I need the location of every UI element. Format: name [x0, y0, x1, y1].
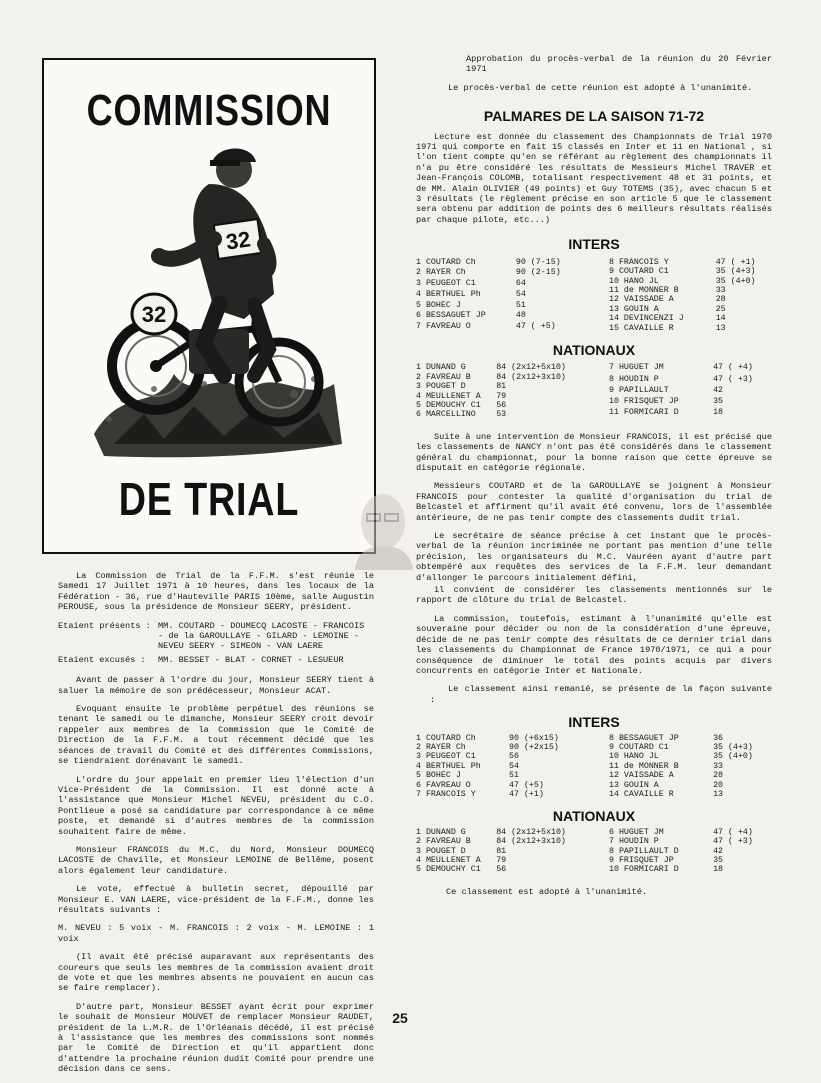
ranking-row	[609, 837, 772, 846]
ranking-row	[609, 267, 772, 276]
ranking-row	[609, 314, 772, 323]
poster-frame	[42, 58, 376, 554]
rider-name: 8 FRANCOIS Y	[609, 257, 669, 267]
ranking-row	[416, 279, 579, 290]
ranking-row	[609, 397, 772, 408]
rider-name: 1 DUNAND G	[416, 827, 466, 837]
trial-rider-illustration	[84, 144, 346, 462]
rider-points: 47 (+5)	[509, 780, 544, 790]
paragraph-vote-note: (Il avait été précisé auparavant aux représentants des coureurs que seuls les membres de la commission avaient droit de vote et que les membres absents ne pouvaient en aucun cas se faire remplacer).	[58, 952, 374, 994]
rider-name: 5 DEMOUCHY C1	[416, 865, 481, 875]
rider-name: 9 FRISQUET JP	[609, 856, 674, 865]
rider-points: 56	[496, 400, 507, 410]
rider-name: 8 BESSAGUET JP	[609, 733, 679, 743]
rider-name: 3 POUGET D	[416, 382, 466, 392]
rider-name: 4 BERTHUEL Ph	[416, 761, 481, 771]
rider-name: 1 DUNAND G	[416, 363, 466, 373]
rider-name: 7 HOUDIN P	[609, 837, 659, 847]
paragraph-remanie: Le classement ainsi remanié, se présente de la façon suivante :	[430, 684, 772, 705]
rider-points: 47 ( +3)	[713, 837, 753, 847]
rider-name: 11 de MONNER B	[609, 761, 679, 771]
rider-points: 18	[713, 865, 724, 875]
ranking-row	[416, 743, 579, 752]
rider-name: 7 HUGUET JM	[609, 363, 664, 373]
rider-name: 9 PAPILLAULT	[609, 385, 669, 395]
rider-name: 10 FRISQUET JP	[609, 397, 679, 407]
rider-points: 42	[713, 846, 724, 856]
vote-results: M. NEVEU : 5 voix - M. FRANCOIS : 2 voix - M. LEMOINE : 1 voix	[58, 923, 374, 944]
ranking-row	[609, 771, 772, 780]
ranking-row	[416, 856, 579, 865]
poster-number-plate: 32	[141, 302, 167, 327]
ranking-row	[416, 865, 579, 874]
ranking-row	[416, 301, 579, 312]
rider-points: 84 (2x12+3x10)	[496, 372, 566, 382]
paragraph-vote: Le vote, effectué à bulletin secret, dépouillé par Monsieur E. VAN LAERE, vice-président de la F.F.M., donne les résultats suivants :	[58, 884, 374, 915]
rider-name: 1 COUTARD Ch	[416, 733, 476, 743]
rider-name: 10 FORMICARI D	[609, 865, 679, 875]
rider-name: 9 COUTARD C1	[609, 742, 669, 752]
rider-name: 7 FAVREAU O	[416, 322, 471, 332]
left-column	[58, 571, 374, 1083]
rider-name: 12 VAISSADE A	[609, 295, 674, 305]
paragraph-replacement: D'autre part, Monsieur BESSET ayant écrit pour exprimer le souhait de Monsieur MOUVET de remplacer Monsieur RAUDET, président de la L.M.R. de l'Orléanais décédé, il est précisé à l'assistance que les membres des commissions sont nommés par le Comité de Direction et qu'il appartient donc d'attendre la prochaine réunion dudit Comité pour prendre une décision dans ce sens.	[58, 1001, 374, 1075]
rider-name: 8 PAPILLAULT D	[609, 846, 679, 856]
nationaux-heading-1: NATIONAUX	[552, 341, 636, 358]
nat-2-right-table	[609, 828, 772, 875]
ranking-row	[609, 856, 772, 865]
ranking-row	[416, 363, 579, 372]
rider-name: 4 MEULLENET A	[416, 391, 481, 401]
ranking-row	[609, 781, 772, 790]
rider-points: 25	[715, 304, 726, 314]
rider-points: 20	[713, 780, 724, 790]
rider-points: 33	[715, 285, 726, 295]
rider-points: 33	[713, 761, 724, 771]
ranking-row	[609, 375, 772, 386]
attendees-excused	[58, 655, 374, 665]
rider-name: 1 COUTARD Ch	[416, 257, 476, 267]
rider-name: 14 CAVAILLE R	[609, 789, 674, 799]
ranking-row	[416, 322, 579, 333]
rider-points: 35 (4+3)	[715, 267, 756, 277]
right-column	[416, 54, 772, 905]
rider-points: 47 ( +5)	[515, 322, 556, 332]
poster-title-top: COMMISSION	[86, 86, 332, 135]
ranking-row	[416, 290, 579, 301]
inters-heading-1: INTERS	[568, 236, 620, 253]
rider-points: 48	[515, 311, 526, 321]
ranking-row	[609, 295, 772, 304]
rider-name: 10 HANO JL	[609, 276, 659, 286]
ranking-row	[416, 771, 579, 780]
rider-points: 13	[713, 789, 724, 799]
rider-points: 13	[715, 323, 726, 333]
rider-name: 6 MARCELLINO	[416, 410, 476, 420]
rider-points: 81	[496, 846, 507, 856]
rider-points: 90 (7-15)	[515, 257, 561, 267]
rider-name: 15 CAVAILLE R	[609, 323, 674, 333]
present-value: MM. COUTARD - DOUMECQ LACOSTE - FRANCOIS - de la GAROULLAYE - GILARD - LEMOINE - NEVEU SEERY - SIMEON - VAN LAERE	[158, 620, 365, 652]
paragraph-tribute: Avant de passer à l'ordre du jour, Monsieur SEERY tient à saluer la mémoire de son prédécesseur, Monsieur ACAT.	[58, 675, 374, 696]
rider-points: 35	[713, 856, 724, 865]
nat-1-left-table	[416, 363, 579, 419]
rider-name: 3 PEUGEOT C1	[416, 279, 476, 289]
paragraph-commission: La commission, toutefois, estimant à l'unanimité qu'elle est souveraine pour décider ou non de la considération d'une épreuve, décide de ne pas tenir compte des résultats de ce dernier trial dans les classements du Championnat de France 1970/1971, ce qui a pour conséquence de diminuer le total des points acquis par divers concurrents en catégorie Inter et Nationale.	[416, 613, 772, 676]
rider-name: 11 de MONNER B	[609, 285, 679, 295]
final-approval: Ce classement est adopté à l'unanimité.	[446, 886, 648, 897]
attendees-present	[58, 621, 374, 652]
paragraph-convient: il convient de considérer les classements mentionnés sur le rapport de clôture du trial de Belcastel.	[416, 585, 772, 606]
ranking-row	[609, 277, 772, 286]
rider-name: 8 HOUDIN P	[609, 374, 659, 384]
excused-label: Etaient excusés :	[58, 654, 146, 665]
portrait-photo-watermark	[347, 484, 417, 570]
rider-points: 47 ( +4)	[713, 363, 753, 373]
rider-points: 79	[496, 391, 507, 401]
rider-name: 5 DEMOUCHY C1	[416, 400, 481, 410]
present-label: Etaient présents :	[58, 620, 151, 631]
rider-points: 18	[713, 408, 724, 418]
poster-bib-number: 32	[224, 226, 253, 255]
rider-name: 4 BERTHUEL Ph	[416, 289, 481, 299]
rider-name: 3 PEUGEOT C1	[416, 752, 476, 762]
rider-points: 35 (4+0)	[713, 752, 753, 762]
paragraph-candidates: Monsieur FRANCOIS du M.C. du Nord, Monsieur DOUMECQ LACOSTE de Chaville, et Monsieur LEMOINE de Bellême, posent alors également leur candidature.	[58, 844, 374, 876]
nat-1-right-table	[609, 363, 772, 419]
rider-points: 54	[509, 761, 519, 771]
rider-points: 84 (2x12+5x10)	[496, 827, 566, 837]
page-number: 25	[392, 1010, 408, 1026]
rider-name: 14 DEVINCENZI J	[609, 314, 684, 324]
ranking-row	[416, 382, 579, 391]
ranking-row	[609, 752, 772, 761]
ranking-row	[609, 828, 772, 837]
inters-2-right-table	[609, 734, 772, 800]
ranking-row	[416, 828, 579, 837]
rider-name: 13 GOUIN A	[609, 780, 659, 790]
palmares-text: Lecture est donnée du classement des Championnats de Trial 1970 1971 qui comporte en fait 15 classés en Inter et 11 en National , si l'on tient compte qu'en se référant au règlement des championnats il n'a pu être considéré les résultats de Messieurs Michel TRAVER et Jean-François COLOMB, totalisant respectivement 48 et 31 points, et de MM. Alain OLIVIER (49 points) et Guy TOTEMS (35), avec chacun 5 et 3 résultats (le règlement précise en son article 5 que le classement sera obtenu par addition de points des 6 meilleurs résultats réalisés par chaque pilote, etc...)	[416, 131, 772, 225]
rider-points: 51	[515, 300, 526, 310]
rider-name: 10 HANO JL	[609, 752, 659, 762]
rider-name: 7 FRANCOIS Y	[416, 789, 476, 799]
paragraph-nancy: Suite à une intervention de Monsieur FRANCOIS, il est précisé que les classements de NANCY n'ont pas été considérés dans le classement général du championnat, pour la bonne raison que cette épreuve se disputait en catégorie régionale.	[416, 431, 772, 473]
rider-points: 64	[515, 279, 526, 289]
rider-name: 2 RAYER Ch	[416, 268, 466, 278]
ranking-row	[416, 268, 579, 279]
ranking-row	[416, 401, 579, 410]
ranking-row	[609, 324, 772, 333]
rider-name: 9 COUTARD C1	[609, 267, 669, 277]
intro-paragraph: La Commission de Trial de la F.F.M. s'est réunie le Samedi 17 Juillet 1971 à 10 heures, dans les locaux de la Fédération - 36, rue d'Hauteville PARIS 10ème, salle Augustin PEROUSE, sous la présidence de Monsieur SEERY, président.	[58, 571, 374, 613]
ranking-row	[609, 790, 772, 799]
paragraph-belcastel: Messieurs COUTARD et de la GAROULLAYE se joignent à Monsieur FRANCOIS pour contester la qualité d'organisation du trial de Belcastel et affirment qu'il avait été convenu, lors de l'assemblée antérieure, de ne pas tenir compte des classements dudit trial.	[416, 481, 772, 523]
ranking-row	[609, 743, 772, 752]
rider-points: 35	[713, 397, 724, 407]
rider-points: 35 (4+3)	[713, 742, 753, 752]
rider-points: 14	[715, 314, 726, 324]
rider-points: 28	[713, 771, 724, 781]
ranking-row	[609, 363, 772, 374]
paragraph-meetings: Evoquant ensuite le problème perpétuel des réunions se tenant le samedi ou le dimanche, Monsieur SEERY croit devoir rappeler aux membres de la Commission que le Comité de Direction de la F.F.M. a tout récemment décidé que les séances de travail du Comité et des différentes Commissions, se tiendraient dorénavant le samedi.	[58, 704, 374, 767]
rider-name: 11 FORMICARI D	[609, 408, 679, 418]
inters-table-1	[416, 258, 772, 333]
rider-points: 90 (+6x15)	[509, 733, 559, 743]
ranking-row	[609, 734, 772, 743]
rider-points: 53	[496, 410, 507, 420]
nationaux-heading-2: NATIONAUX	[552, 808, 636, 825]
inters-1-left-table	[416, 258, 579, 333]
ranking-row	[416, 373, 579, 382]
rider-name: 4 MEULLENET A	[416, 856, 481, 865]
rider-name: 12 VAISSADE A	[609, 771, 674, 781]
rider-points: 51	[509, 771, 519, 781]
ranking-row	[609, 865, 772, 874]
rider-points: 47 (+1)	[509, 789, 544, 799]
rider-name: 6 HUGUET JM	[609, 827, 664, 837]
rider-name: 6 BESSAGUET JP	[416, 311, 486, 321]
ranking-row	[609, 762, 772, 771]
rider-name: 2 FAVREAU B	[416, 372, 471, 382]
ranking-row	[416, 392, 579, 401]
rider-name: 2 FAVREAU B	[416, 837, 471, 847]
excused-value: MM. BESSET - BLAT - CORNET - LESUEUR	[158, 654, 344, 665]
rider-points: 28	[715, 295, 726, 305]
ranking-row	[416, 781, 579, 790]
rider-points: 47 ( +4)	[713, 827, 753, 837]
ranking-row	[609, 258, 772, 267]
rider-points: 47 ( +3)	[713, 374, 753, 384]
inters-2-left-table	[416, 734, 579, 800]
rider-points: 35 (4+0)	[715, 276, 756, 286]
rider-name: 2 RAYER Ch	[416, 742, 466, 752]
inters-heading-2: INTERS	[568, 714, 620, 731]
rider-points: 90 (2-15)	[515, 268, 561, 278]
inters-table-2	[416, 734, 772, 800]
rider-points: 84 (2x12+5x10)	[496, 363, 566, 373]
nat-2-left-table	[416, 828, 579, 875]
nationaux-table-2	[416, 828, 772, 875]
rider-name: 13 GOUIN A	[609, 304, 659, 314]
palmares-heading: PALMARES DE LA SAISON 71-72	[483, 108, 705, 125]
ranking-row	[609, 847, 772, 856]
paragraph-election: L'ordre du jour appelait en premier lieu l'élection d'un Vice-Président de la Commission. Il est donné acte à l'assistance que Monsieur Michel NEVEU, président du C.O. Pontlieue a posé sa candidature par correspondance à ce même poste, et demandé si d'autres membres de la commission souhaitent faire de même.	[58, 774, 374, 837]
ranking-row	[416, 837, 579, 846]
rider-points: 56	[496, 865, 507, 875]
rider-points: 54	[515, 289, 526, 299]
rider-points: 81	[496, 382, 507, 392]
approval-title: Approbation du procès-verbal de la réunion du 20 Février 1971	[466, 54, 772, 75]
rider-name: 3 POUGET D	[416, 846, 466, 856]
ranking-row	[416, 311, 579, 322]
rider-points: 36	[713, 733, 724, 743]
rider-name: 6 FAVREAU O	[416, 780, 471, 790]
ranking-row	[416, 762, 579, 771]
ranking-row	[416, 410, 579, 419]
ranking-row	[609, 386, 772, 397]
inters-1-right-table	[609, 258, 772, 333]
poster-title-bottom: DE TRIAL	[118, 473, 300, 525]
approval-text: Le procès-verbal de cette réunion est adopté à l'unanimité.	[448, 82, 753, 93]
rider-points: 42	[713, 385, 724, 395]
rider-points: 56	[509, 752, 519, 762]
ranking-row	[416, 847, 579, 856]
rider-name: 5 BOHEC J	[416, 300, 461, 310]
ranking-row	[609, 305, 772, 314]
ranking-row	[609, 286, 772, 295]
ranking-row	[609, 408, 772, 419]
ranking-row	[416, 258, 579, 269]
nationaux-table-1	[416, 363, 772, 419]
rider-points: 79	[496, 856, 507, 865]
ranking-row	[416, 752, 579, 761]
rider-name: 5 BOHEC J	[416, 771, 461, 781]
paragraph-secretary: Le secrétaire de séance précise à cet instant que le procès-verbal de la réunion incriminée ne portant pas mention d'une telle précision, les organisateurs du M.C. Vauréen ayant d'autre part obtempéré aux requêtes des services de la F.F.M. leur demandant d'allonger le parcours initialement défini,	[416, 531, 772, 583]
rider-points: 90 (+2x15)	[509, 742, 559, 752]
rider-points: 47 ( +1)	[715, 257, 756, 267]
ranking-row	[416, 790, 579, 799]
rider-points: 84 (2x12+3x10)	[496, 837, 566, 847]
ranking-row	[416, 734, 579, 743]
